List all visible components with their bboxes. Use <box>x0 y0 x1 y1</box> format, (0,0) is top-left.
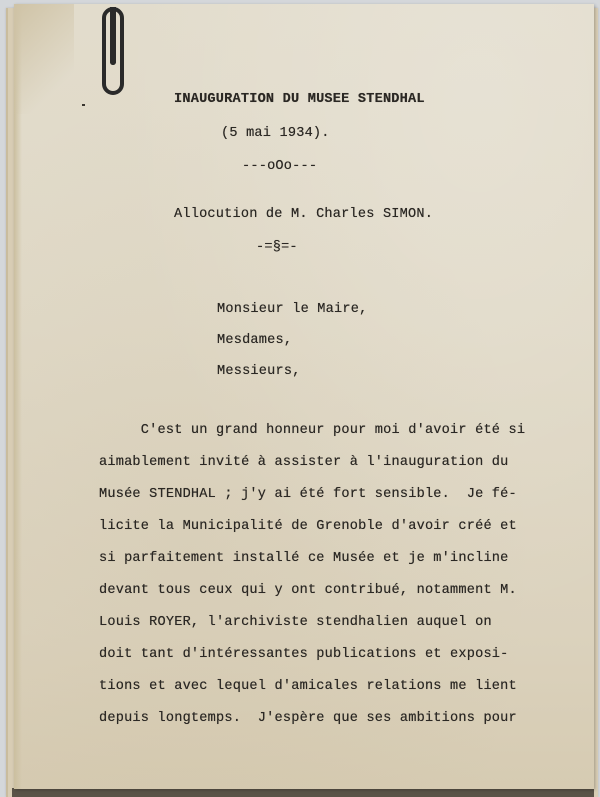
body-line: depuis longtemps. J'espère que ses ambitions pour <box>99 711 517 726</box>
document-date: (5 mai 1934). <box>221 126 330 141</box>
speech-subtitle: Allocution de M. Charles SIMON. <box>174 207 434 222</box>
body-line: tions et avec lequel d'amicales relations me lient <box>99 679 517 694</box>
body-line: C'est un grand honneur pour moi d'avoir été si <box>99 423 526 438</box>
document-title: INAUGURATION DU MUSEE STENDHAL <box>174 92 425 107</box>
body-line: doit tant d'intéressantes publications et exposi- <box>99 647 509 662</box>
body-line: aimablement invité à assister à l'inauguration du <box>99 455 509 470</box>
body-line: Louis ROYER, l'archiviste stendhalien auquel on <box>99 615 492 630</box>
body-line: si parfaitement installé ce Musée et je m'incline <box>99 551 509 566</box>
salutation-line: Monsieur le Maire, <box>217 302 368 317</box>
ornament-separator: ---oOo--- <box>242 159 318 174</box>
salutation-line: Messieurs, <box>217 364 301 379</box>
page-stack-shadow <box>12 788 594 797</box>
body-line: devant tous ceux qui y ont contribué, notamment M. <box>99 583 517 598</box>
salutation-line: Mesdames, <box>217 333 293 348</box>
body-line: licite la Municipalité de Grenoble d'avoir créé et <box>99 519 517 534</box>
page-corner-fold <box>14 4 74 114</box>
typewritten-page <box>14 4 594 789</box>
body-line: Musée STENDHAL ; j'y ai été fort sensible. Je fé- <box>99 487 517 502</box>
paperclip-icon <box>102 7 124 95</box>
ink-speck <box>82 104 85 106</box>
section-symbol-separator: -=§=- <box>256 240 298 255</box>
